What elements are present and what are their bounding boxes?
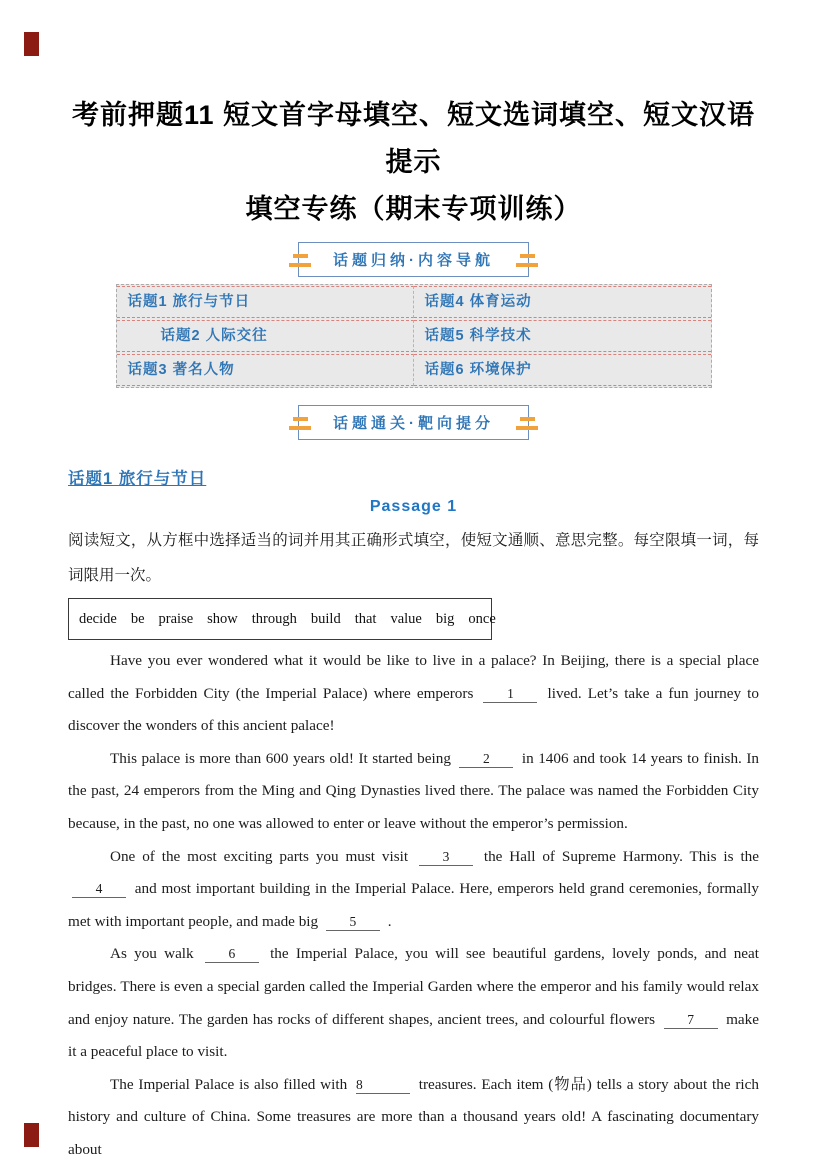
fill-blank-8: 8 [356,1076,410,1094]
word-bank-word: that [354,610,377,627]
word-bank-word: big [435,610,455,627]
fill-blank-4: 4 [72,880,126,898]
banner-deco-icon [289,254,311,267]
passage-paragraph: Have you ever wondered what it would be like to live in a palace? In Beijing, there is a special place called the Forbidden City (the Imperial Palace) where emperors 1 lived. Let’s take a fun journey to discover the wonders of this ancient palace! [68,652,759,735]
passage-paragraph: One of the most exciting parts you must visit 3 the Hall of Supreme Harmony. This is the 4 and most important building in the Imperial Palace. Here, emperors held grand ceremonies, formally met with important people, and made big 5 . [68,847,759,930]
passage-body [68,645,759,1167]
fill-blank-6: 6 [205,945,259,963]
topic-item: 话题1 旅行与节日 [117,286,414,318]
banner-topics-nav [68,242,759,277]
word-bank-word: praise [158,610,194,627]
word-bank-word: show [207,610,238,627]
word-bank-word: once [468,610,496,627]
title-line-1: 考前押题11 短文首字母填空、短文选词填空、短文汉语提示 [71,100,756,177]
passage-paragraph: This palace is more than 600 years old! It started being 2 in 1406 and took 14 years to finish. In the past, 24 emperors from the Ming and Qing Dynasties lived there. The palace was named the Forbidden City because, in the past, no one was allowed to enter or leave without the emperor’s permission. [68,749,759,832]
banner-deco-icon [289,417,311,430]
fill-blank-2: 2 [459,750,513,768]
word-bank-word: through [251,610,297,627]
banner-box-2 [298,405,529,440]
topic-item: 话题2 人际交往 [117,320,414,352]
fill-blank-7: 7 [664,1011,718,1029]
word-bank-word: value [390,610,422,627]
instructions-text: 阅读短文，从方框中选择适当的词并用其正确形式填空，使短文通顺、意思完整。每空限填一词，每词限用一次。 [68,532,759,584]
passage-label: Passage 1 [369,498,458,515]
fill-blank-5: 5 [326,913,380,931]
corner-mark-top [24,32,39,56]
word-bank-word: decide [79,610,117,627]
banner-deco-icon [516,417,538,430]
topic-item: 话题6 环境保护 [414,354,711,386]
corner-mark-bottom [24,1123,39,1147]
topic-item: 话题4 体育运动 [414,286,711,318]
title-line-2: 填空专练（期末专项训练） [245,194,582,224]
word-bank-box [68,598,496,640]
banner-1-title: 话题归纳·内容导航 [333,252,494,269]
passage-paragraph: The Imperial Palace is also filled with 8 treasures. Each item (物品) tells a story about the rich history and culture of China. Some treasures are more than a thousand years old! A fascinating documentary about [68,1075,759,1158]
word-bank-word: be [130,610,145,627]
banner-2-title: 话题通关·靶向提分 [333,415,494,432]
word-bank-word: build [310,610,341,627]
topic-grid [116,284,712,388]
fill-blank-3: 3 [419,848,473,866]
passage-paragraph: As you walk 6 the Imperial Palace, you will see beautiful gardens, lovely ponds, and neat bridges. There is even a special garden called the Imperial Garden where the emperor and his family would relax and enjoy nature. The garden has rocks of different shapes, ancient trees, and colourful flowers 7 make it a peaceful place to visit. [68,945,760,1061]
section-heading: 话题1 旅行与节日 [68,470,207,488]
fill-blank-1: 1 [483,685,537,703]
topic-item: 话题5 科学技术 [414,320,711,352]
document-title [68,0,759,233]
banner-box-1 [298,242,529,277]
banner-deco-icon [516,254,538,267]
topic-item: 话题3 著名人物 [117,354,414,386]
banner-score-boost [68,405,759,440]
